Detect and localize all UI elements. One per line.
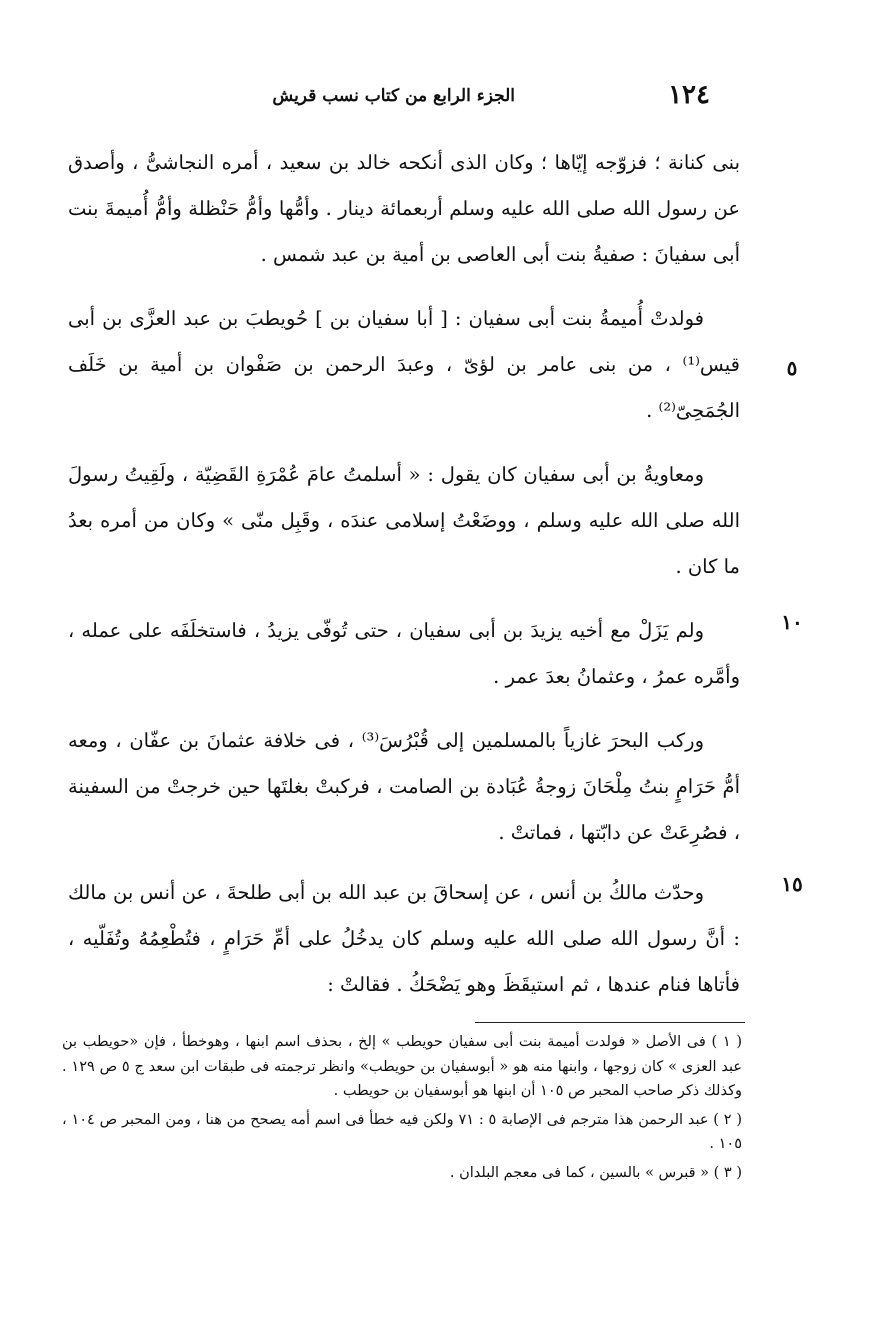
line-number-5: ٥ <box>786 356 798 380</box>
footnotes <box>62 1030 742 1189</box>
footnote-separator <box>475 1022 745 1023</box>
footnote-2: ( ٢ ) عبد الرحمن هذا مترجم فى الإصابة ٥ : ٧١ ولكن فيه خطأ فى اسم أمه يصحح من هنا ، ومن المحبر ص ١٠٤ ، ١٠٥ . <box>62 1111 742 1152</box>
paragraph-6: وحدّث مالكُ بن أنس ، عن إسحاقَ بن عبد الله بن أبى طلحةَ ، عن أنس بن مالك : أنَّ رسول الله صلى الله عليه وسلم كان يدخُلُ على أمِّ حَرَامٍ ، فتُطْعِمُهُ وتُفَلّيه ، فأتاها فنام عندها ، ثم استيقَظَ وهو يَضْحَكُ . فقالتْ : <box>68 881 740 996</box>
line-number-10: ١٠ <box>781 610 803 634</box>
running-head: الجزء الرابع من كتاب نسب قريش <box>272 86 515 106</box>
line-number-15: ١٥ <box>781 872 803 896</box>
page-number: ١٢٤ <box>668 80 710 110</box>
footnote-3: ( ٣ ) « قبرس » بالسين ، كما فى معجم البلدان . <box>449 1164 742 1181</box>
paragraph-5: وركب البحرَ غازياً بالمسلمين إلى قُبْرُسَ⁽³⁾ ، فى خلافة عثمانَ بن عفّان ، ومعه أمُّ حَرَامٍ بنتُ مِلْحَانَ زوجةُ عُبَادة بن الصامت ، فركبتْ بغلتَها حين خرجتْ من السفينة ، فصُرِعَتْ عن دابّتها ، فماتتْ . <box>68 729 740 844</box>
paragraph-2: فولدتْ أُميمةُ بنت أبى سفيان : [ أبا سفيان بن ] حُويطبَ بن عبد العزَّى بن أبى قيس⁽¹⁾ ، من بنى عامر بن لؤىّ ، وعبدَ الرحمن بن صَفْوان بن أمية بن خَلَف الجُمَحِىّ⁽²⁾ . <box>68 307 740 422</box>
page-header <box>240 80 710 112</box>
paragraph-4: ولم يَزَلْ مع أخيه يزيدَ بن أبى سفيان ، حتى تُوفّى يزيدُ ، فاستخلَفَه على عمله ، وأمَّره عمرُ ، وعثمانُ بعدَ عمر . <box>68 619 740 688</box>
paragraph-3: ومعاويةُ بن أبى سفيان كان يقول : « أسلمتُ عامَ عُمْرَةِ القَضِيّة ، ولَقِيتُ رسولَ الله صلى الله عليه وسلم ، ووضَعْتُ إسلامى عندَه ، وقَبِل منّى » وكان من أمره بعدُ ما كان . <box>68 463 740 578</box>
paragraph-1: بنى كنانة ؛ فزوّجه إيّاها ؛ وكان الذى أنكحه خالد بن سعيد ، أمره النجاشىُّ ، وأصدق عن رسول الله صلى الله عليه وسلم أربعمائة دينار . وأمُّها وأمُّ حَنْظلة وأمُّ أُميمةَ بنت أبى سفيانَ : صفيةُ بنت أبى العاصى بن أمية بن عبد شمس . <box>68 151 740 266</box>
footnote-1: ( ١ ) فى الأصل « فولدت أميمة بنت أبى سفيان حويطب » إلخ ، بحذف اسم ابنها ، وهوخطأ ، فإن «حويطب بن عبد العزى » كان زوجها ، وابنها منه هو « أبوسفيان بن حويطب» وانظر ترجمته فى طبقات ابن سعد ج ٥ ص ١٢٩ . وكذلك ذكر صاحب المحبر ص ١٠٥ أن ابنها هو أبوسفيان بن حويطب . <box>62 1034 742 1099</box>
